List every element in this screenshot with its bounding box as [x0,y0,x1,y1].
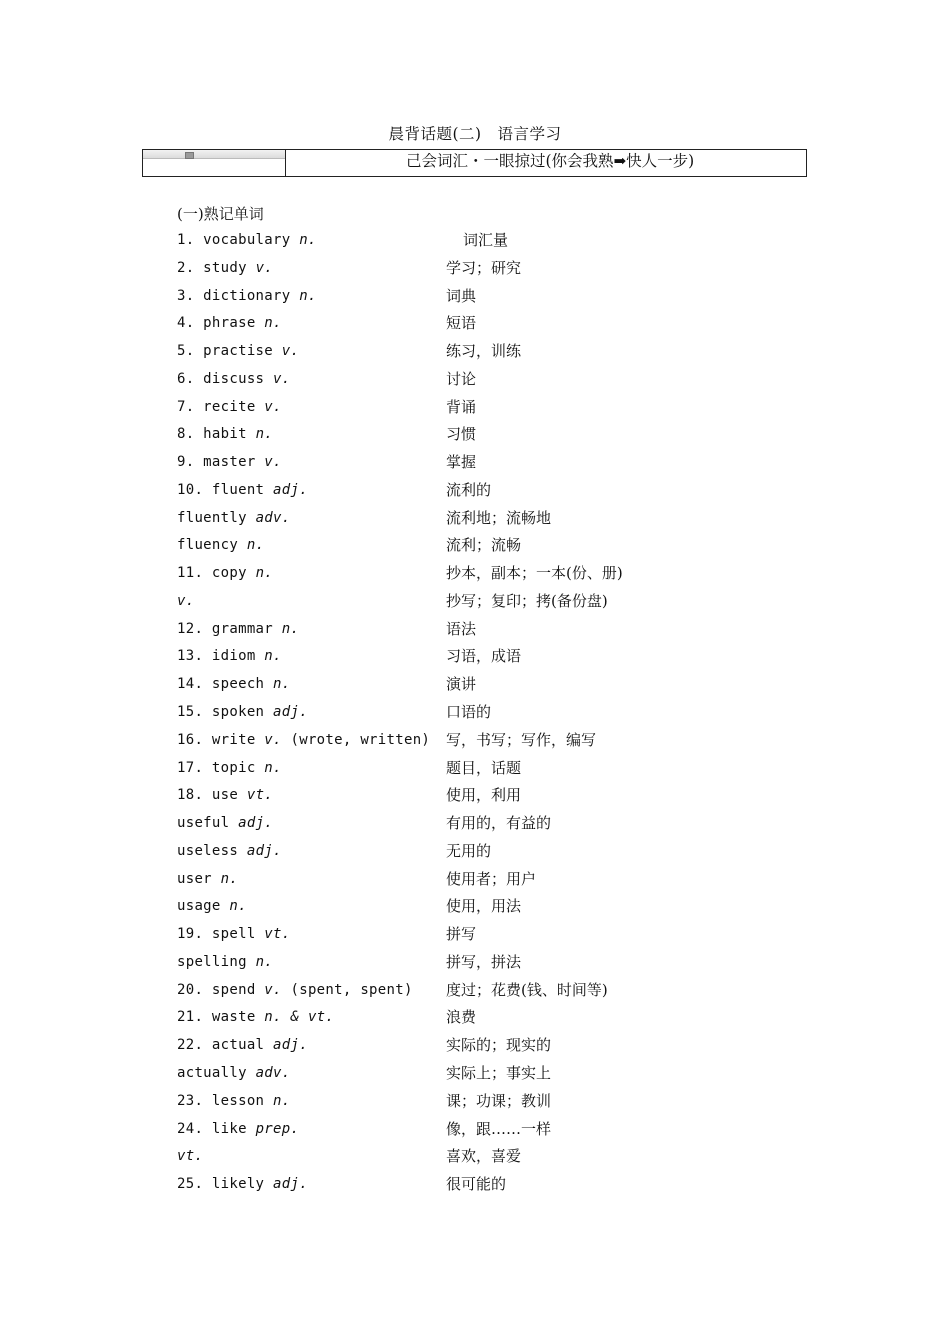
word-text: 3. dictionary [177,287,300,304]
word-row [177,449,877,477]
chinese-meaning: 讨论 [446,369,477,388]
word-row [177,977,877,1005]
part-of-speech: n. [220,870,239,887]
english-word [177,699,308,727]
part-of-speech: v. [177,592,195,609]
word-text: spelling [177,953,256,970]
part-of-speech: n. [246,537,265,554]
chinese-meaning: 有用的，有益的 [446,814,552,833]
word-forms: (wrote, written) [281,731,431,748]
word-row [177,394,877,422]
part-of-speech: adj. [273,481,308,498]
part-of-speech: v. [264,731,282,748]
chinese-meaning: 使用，用法 [446,897,522,916]
chinese-meaning: 抄本，副本；一本(份、册) [446,564,623,583]
word-row [177,782,877,810]
part-of-speech: adv. [255,509,291,526]
word-row [177,893,877,921]
page-title: 晨背话题(二) 语言学习 [388,125,562,143]
banner-left-cell [143,150,286,176]
word-text: 23. lesson [177,1092,274,1109]
word-text: usage [177,898,230,915]
english-word [177,394,282,422]
part-of-speech: n. [273,1092,291,1109]
word-row [177,505,877,533]
english-word [177,616,299,644]
word-text: 4. phrase [177,315,265,332]
part-of-speech: adj. [246,842,282,859]
word-text: 13. idiom [177,648,265,665]
chinese-meaning: 喜欢，喜爱 [446,1147,522,1166]
chinese-meaning: 掌握 [446,453,477,472]
part-of-speech: n. & vt. [264,1009,335,1026]
word-text: 19. spell [177,926,265,943]
english-word [177,866,238,894]
chinese-meaning: 浪费 [446,1008,477,1027]
word-row [177,838,877,866]
word-text: 7. recite [177,398,265,415]
word-text: 14. speech [177,676,274,693]
chinese-meaning: 像，跟……一样 [446,1119,552,1138]
banner-text-main: 己会词汇・一眼掠过(你会我熟 [406,152,614,170]
word-text: actually [177,1064,256,1081]
word-row [177,1032,877,1060]
chinese-meaning: 流利的 [446,480,492,499]
word-forms: (spent, spent) [281,981,413,998]
word-row [177,1143,877,1171]
part-of-speech: n. [229,898,247,915]
chinese-meaning: 无用的 [446,841,492,860]
part-of-speech: v. [255,259,274,276]
chinese-meaning: 背诵 [446,397,477,416]
word-row [177,616,877,644]
part-of-speech: n. [299,287,317,304]
part-of-speech: n. [255,953,274,970]
word-text: 20. spend [177,981,265,998]
english-word [177,921,290,949]
english-word [177,1060,290,1088]
english-word [177,838,282,866]
english-word [177,366,291,394]
part-of-speech: adj. [273,1037,308,1054]
chinese-meaning: 使用，利用 [446,786,522,805]
english-word [177,1171,308,1199]
right-arrow-icon: ➡ [613,152,627,170]
english-word [177,338,299,366]
english-word [177,421,273,449]
chinese-meaning: 口语的 [446,703,492,722]
part-of-speech: v. [264,981,282,998]
word-row [177,1060,877,1088]
chinese-meaning: 抄写；复印；拷(备份盘) [446,591,608,610]
word-text: useful [177,815,239,832]
part-of-speech: vt. [177,1148,204,1165]
part-of-speech: n. [255,565,274,582]
english-word [177,449,282,477]
chinese-meaning: 课；功课；教训 [446,1091,552,1110]
word-text: 8. habit [177,426,256,443]
word-row [177,755,877,783]
word-text: 10. fluent [177,481,274,498]
english-word [177,1032,308,1060]
word-list [177,227,877,1199]
chinese-meaning: 词典 [446,286,477,305]
part-of-speech: adv. [255,1064,291,1081]
chinese-meaning: 拼写，拼法 [446,952,522,971]
part-of-speech: v. [273,370,291,387]
word-text: 17. topic [177,759,265,776]
english-word [177,755,282,783]
chinese-meaning: 拼写 [446,925,477,944]
word-text: useless [177,842,247,859]
chinese-meaning: 习语，成语 [446,647,522,666]
part-of-speech: adj. [273,1176,308,1193]
word-text: 22. actual [177,1037,274,1054]
english-word [177,1143,203,1171]
word-text: 12. grammar [177,620,282,637]
part-of-speech: v. [264,398,282,415]
word-row [177,1004,877,1032]
english-word [177,949,273,977]
chinese-meaning: 很可能的 [446,1175,507,1194]
word-text: 16. write [177,731,265,748]
part-of-speech: n. [264,648,282,665]
chinese-meaning: 词汇量 [463,231,509,249]
banner-decoration [143,150,285,159]
english-word [177,255,273,283]
english-word [177,560,273,588]
english-word [177,227,317,255]
part-of-speech: n. [281,620,300,637]
part-of-speech: prep. [255,1120,300,1137]
english-word [177,283,317,311]
word-row [177,283,877,311]
chinese-meaning: 流利；流畅 [446,536,522,555]
word-row [177,310,877,338]
section-banner [142,149,807,177]
chinese-meaning: 实际上；事实上 [446,1063,552,1082]
english-word [177,477,308,505]
word-text: 24. like [177,1120,256,1137]
word-row [177,227,877,255]
chinese-meaning: 演讲 [446,675,477,694]
word-text: 1. vocabulary [177,232,300,248]
word-text: 18. use [177,787,247,804]
word-row [177,699,877,727]
word-row [177,532,877,560]
english-word [177,782,273,810]
word-text: 9. master [177,454,265,471]
english-word [177,977,413,1005]
word-text: 15. spoken [177,704,274,721]
word-row [177,560,877,588]
word-row [177,1171,877,1199]
english-word [177,310,282,338]
part-of-speech: n. [264,315,282,332]
banner-text-tail: 快人一步) [626,152,695,170]
banner-text [406,150,694,176]
word-row [177,866,877,894]
chinese-meaning: 实际的；现实的 [446,1036,552,1055]
part-of-speech: vt. [246,787,274,804]
english-word [177,1116,299,1144]
word-text: 21. waste [177,1009,265,1026]
chinese-meaning: 题目，话题 [446,758,522,777]
word-row [177,921,877,949]
section-title: (一)熟记单词 [177,205,264,223]
english-word [177,1088,291,1116]
word-text: 25. likely [177,1176,274,1193]
word-text: fluency [177,537,247,554]
word-row [177,810,877,838]
part-of-speech: n. [264,759,282,776]
chinese-meaning: 短语 [446,314,477,333]
word-row [177,338,877,366]
english-word [177,893,247,921]
english-word [177,671,291,699]
english-word [177,532,264,560]
english-word [177,1004,334,1032]
word-text: 2. study [177,259,256,276]
word-row [177,727,877,755]
chinese-meaning: 流利地；流畅地 [446,508,552,527]
part-of-speech: adj. [273,704,308,721]
part-of-speech: v. [264,454,282,471]
english-word [177,643,282,671]
word-text: user [177,870,221,887]
part-of-speech: adj. [238,815,274,832]
word-row [177,1088,877,1116]
part-of-speech: n. [299,232,317,248]
chinese-meaning: 写，书写；写作，编写 [446,730,597,749]
word-row [177,671,877,699]
minimize-icon [185,152,194,159]
word-row [177,949,877,977]
word-text: fluently [177,509,256,526]
part-of-speech: v. [281,343,300,360]
chinese-meaning: 习惯 [446,425,477,444]
chinese-meaning: 语法 [446,619,477,638]
word-text: 5. practise [177,343,282,360]
word-text: 6. discuss [177,370,274,387]
chinese-meaning: 练习，训练 [446,342,522,361]
chinese-meaning: 学习；研究 [446,258,522,277]
english-word [177,810,273,838]
part-of-speech: vt. [264,926,291,943]
word-row [177,1116,877,1144]
word-row [177,477,877,505]
chinese-meaning: 度过；花费(钱、时间等) [446,980,608,999]
word-row [177,643,877,671]
word-text: 11. copy [177,565,256,582]
word-row [177,588,877,616]
chinese-meaning: 使用者；用户 [446,869,537,888]
english-word [177,588,194,616]
part-of-speech: n. [273,676,291,693]
word-row [177,255,877,283]
word-row [177,366,877,394]
part-of-speech: n. [255,426,274,443]
word-row [177,421,877,449]
english-word [177,727,430,755]
english-word [177,505,290,533]
